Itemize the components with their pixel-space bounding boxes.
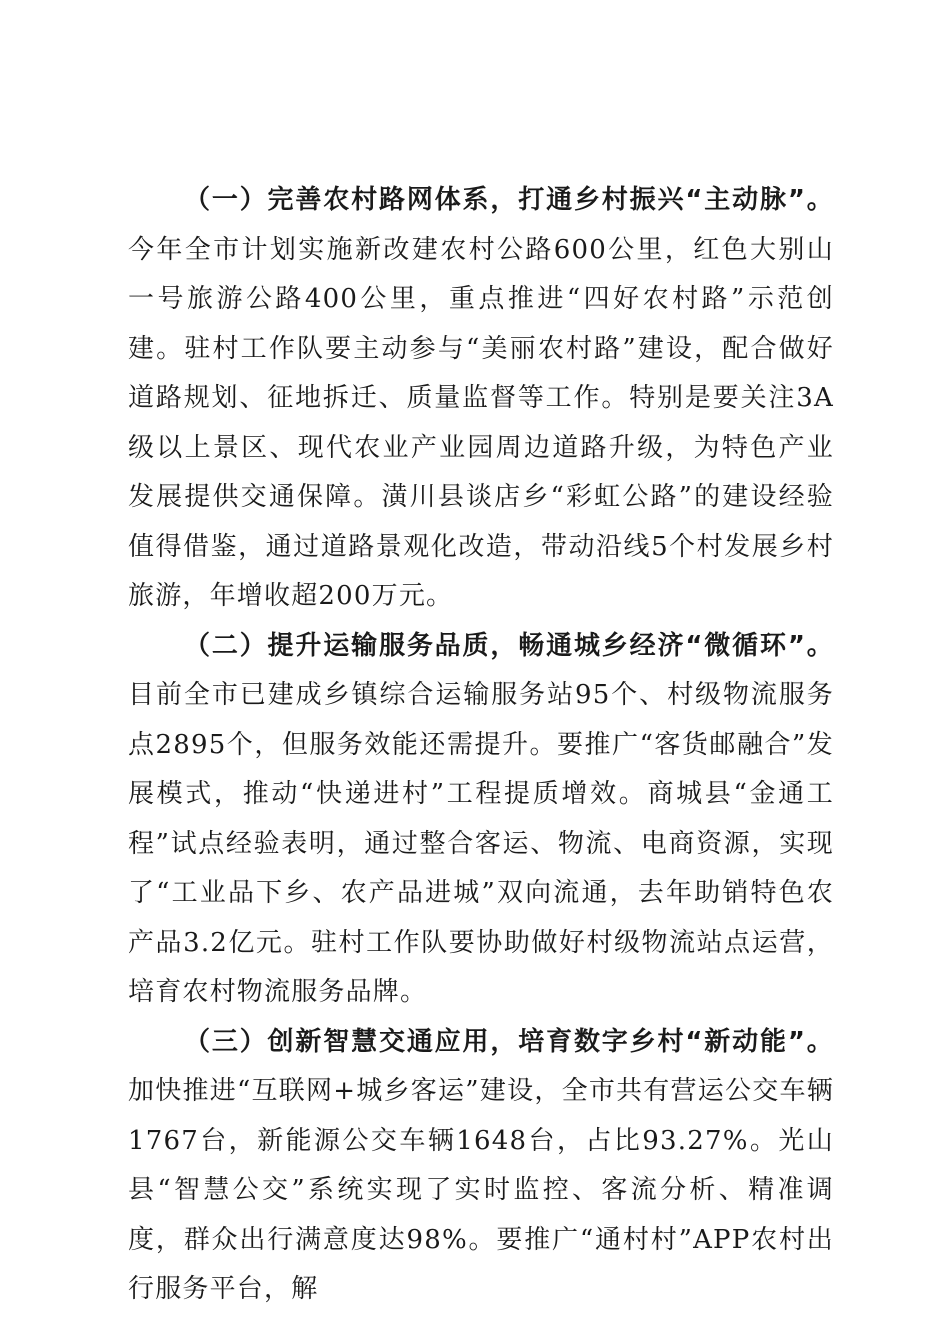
paragraph-heading: （二）提升运输服务品质，畅通城乡经济“微循环”。 xyxy=(184,630,834,661)
paragraph-body: 目前全市已建成乡镇综合运输服务站95个、村级物流服务点2895个，但服务效能还需提升。要推广“客货邮融合”发展模式，推动“快递进村”工程提质增效。商城县“金通工程”试点经验表明，通过整合客运、物流、电商资源，实现了“工业品下乡、农产品进城”双向流通，去年助销特色农产品3.2亿元。驻村工作队要协助做好村级物流站点运营，培育农村物流服务品牌。 xyxy=(128,680,834,1007)
document-page xyxy=(128,176,834,1315)
paragraph-rural-road-network xyxy=(128,176,834,622)
paragraph-heading: （三）创新智慧交通应用，培育数字乡村“新动能”。 xyxy=(184,1026,834,1057)
paragraph-body: 加快推进“互联网+城乡客运”建设，全市共有营运公交车辆1767台，新能源公交车辆1648台，占比93.27%。光山县“智慧公交”系统实现了实时监控、客流分析、精准调度，群众出行满意度达98%。要推广“通村村”APP农村出行服务平台，解 xyxy=(128,1076,834,1304)
paragraph-body: 今年全市计划实施新改建农村公路600公里，红色大别山一号旅游公路400公里，重点推进“四好农村路”示范创建。驻村工作队要主动参与“美丽农村路”建设，配合做好道路规划、征地拆迁、质量监督等工作。特别是要关注3A级以上景区、现代农业产业园周边道路升级，为特色产业发展提供交通保障。潢川县谈店乡“彩虹公路”的建设经验值得借鉴，通过道路景观化改造，带动沿线5个村发展乡村旅游，年增收超200万元。 xyxy=(128,234,834,611)
paragraph-heading: （一）完善农村路网体系，打通乡村振兴“主动脉”。 xyxy=(184,185,834,215)
paragraph-transport-service xyxy=(128,622,834,1018)
paragraph-smart-transport xyxy=(128,1018,834,1315)
